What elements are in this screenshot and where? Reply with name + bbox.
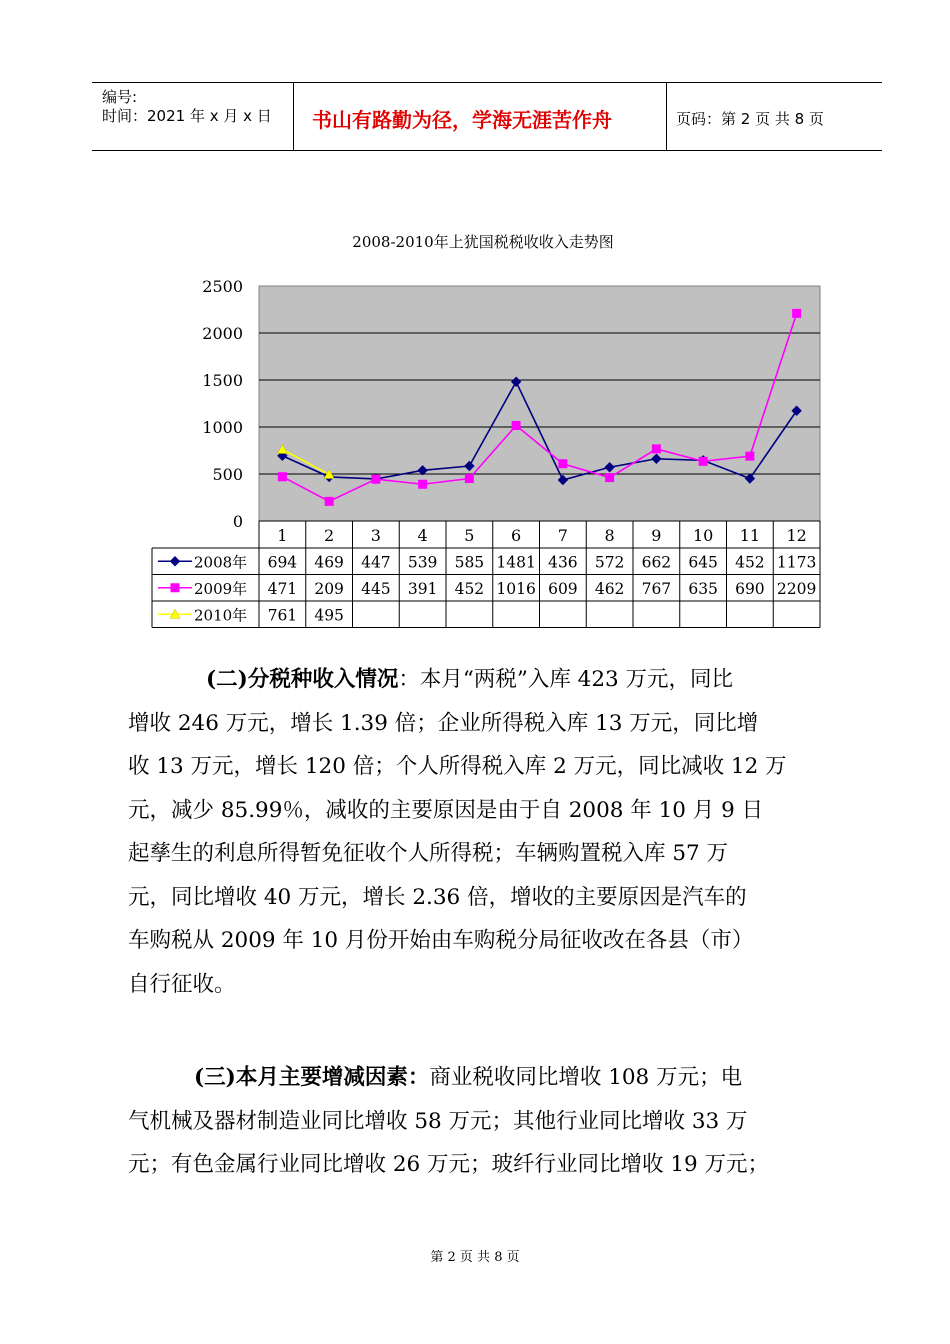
series-2009-point: [793, 309, 801, 317]
series-2009-point: [419, 480, 427, 488]
series-2009-value-cell: 391: [407, 579, 438, 598]
header-page-label: 页码：第 2 页 共 8 页: [676, 110, 824, 128]
chart-title: 2008-2010年上犹国税税收收入走势图: [352, 233, 614, 251]
document-time-label: 时间：2021 年 x 月 x 日: [102, 107, 272, 125]
series-2009-point: [559, 460, 567, 468]
x-category-label: 9: [651, 526, 662, 545]
y-tick-label: 2000: [202, 324, 243, 343]
series-2009-value-cell: 452: [454, 579, 485, 598]
series-2008-legend-label: 2008年: [194, 553, 248, 572]
series-2009-value-cell: 635: [688, 579, 718, 598]
section2-heading: (二)分税种收入情况: [206, 667, 399, 692]
series-2009-point: [278, 473, 286, 481]
x-category-label: 11: [739, 526, 761, 545]
series-2008-value-cell: 452: [735, 553, 765, 572]
series-2008-value-cell: 1481: [496, 553, 536, 572]
x-category-label: 8: [604, 526, 615, 545]
series-2009-value-cell: 2209: [776, 579, 817, 598]
x-category-label: 2: [324, 526, 335, 545]
x-category-label: 10: [692, 526, 714, 545]
series-2009-point: [606, 474, 614, 482]
series-2009-point: [512, 421, 520, 429]
series-2009-value-cell: 462: [594, 579, 625, 598]
page-footer: 第 2 页 共 8 页: [430, 1250, 520, 1265]
section-tax-type-revenue: [128, 658, 848, 1006]
series-2009-legend-label: 2009年: [194, 579, 248, 598]
section2-line: 起孳生的利息所得暂免征收个人所得税；车辆购置税入库 57 万: [128, 841, 729, 866]
x-category-label: 12: [786, 526, 807, 545]
series-2009-point: [746, 452, 754, 460]
x-category-label: 3: [370, 526, 381, 545]
x-category-label: 5: [464, 526, 475, 545]
section-main-factors: [128, 1056, 848, 1187]
series-2008-value-cell: 447: [361, 553, 391, 572]
series-2009-value-cell: 445: [361, 579, 391, 598]
series-2009-point: [325, 497, 333, 505]
x-category-label: 1: [277, 526, 288, 545]
series-2008-value-cell: 645: [688, 553, 718, 572]
section2-line: 增收 246 万元，增长 1.39 倍；企业所得税入库 13 万元，同比增: [128, 710, 759, 736]
series-2008-value-cell: 572: [594, 553, 625, 572]
section3-line: 商业税收同比增收 108 万元；电: [429, 1065, 743, 1090]
y-tick-label: 0: [232, 512, 243, 531]
section2-line: 元，减少 85.99％，减收的主要原因是由于自 2008 年 10 月 9 日: [128, 797, 764, 823]
series-2009-legend-marker: [171, 584, 179, 592]
series-2008-value-cell: 662: [641, 553, 672, 572]
section3-line: 元；有色金属行业同比增收 26 万元；玻纤行业同比增收 19 万元；: [128, 1152, 770, 1177]
plot-area: [259, 286, 820, 521]
series-2010-value-cell: 495: [314, 606, 344, 625]
series-2009-value-cell: 209: [314, 579, 344, 598]
section3-line: 气机械及器材制造业同比增收 58 万元；其他行业同比增收 33 万: [128, 1108, 748, 1134]
series-2009-point: [699, 457, 707, 465]
series-2010-legend-label: 2010年: [194, 606, 248, 625]
series-2009-value-cell: 690: [735, 579, 765, 598]
series-2009-point: [465, 475, 473, 483]
series-2009-value-cell: 1016: [496, 579, 536, 598]
section2-line: ：本月“两税”入库 423 万元，同比: [398, 667, 734, 692]
x-category-label: 7: [557, 526, 568, 545]
series-2008-value-cell: 436: [548, 553, 578, 572]
series-2009-value-cell: 609: [548, 579, 578, 598]
series-2009-value-cell: 471: [267, 579, 298, 598]
series-2008-value-cell: 585: [454, 553, 485, 572]
section2-line: 自行征收。: [128, 971, 236, 997]
document-number-label: 编号:: [102, 88, 138, 106]
x-category-label: 6: [511, 526, 522, 545]
y-tick-label: 1500: [202, 371, 243, 390]
series-2008-value-cell: 539: [407, 553, 438, 572]
series-2009-point: [372, 475, 380, 483]
y-tick-label: 500: [212, 465, 243, 484]
section2-line: 元，同比增收 40 万元，增长 2.36 倍，增收的主要原因是汽车的: [128, 884, 747, 910]
series-2008-value-cell: 469: [314, 553, 344, 572]
series-2008-value-cell: 1173: [776, 553, 817, 572]
tax-revenue-trend-chart: [0, 0, 950, 660]
section2-line: 收 13 万元，增长 120 倍；个人所得税入库 2 万元，同比减收 12 万: [128, 754, 787, 779]
header-motto: 书山有路勤为径，学海无涯苦作舟: [312, 108, 612, 132]
series-2008-legend-marker: [171, 557, 180, 566]
section3-first-line: [128, 1056, 848, 1100]
series-2009-point: [652, 445, 660, 453]
x-category-label: 4: [417, 526, 428, 545]
y-tick-label: 1000: [202, 418, 243, 437]
section2-line: 车购税从 2009 年 10 月份开始由车购税分局征收改在各县（市）: [128, 928, 754, 953]
section3-heading: (三)本月主要增减因素：: [194, 1065, 430, 1090]
series-2008-value-cell: 694: [267, 553, 298, 572]
series-2010-value-cell: 761: [267, 606, 298, 625]
y-tick-label: 2500: [202, 277, 243, 296]
section2-first-line: [128, 658, 848, 702]
series-2009-value-cell: 767: [641, 579, 672, 598]
